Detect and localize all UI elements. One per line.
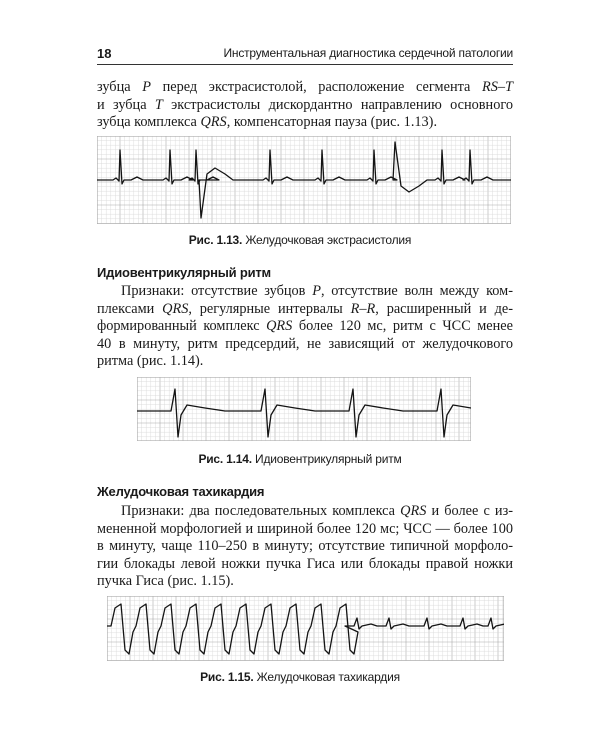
text-run: перед экстрасистолой, расположение сегмента — [150, 79, 482, 95]
text-run: , регулярные интервалы — [188, 300, 351, 317]
text-line — [97, 114, 513, 132]
idioventricular-paragraph — [97, 283, 513, 371]
text-line — [97, 79, 513, 97]
italic-symbol: P — [312, 283, 321, 299]
text-run: формированный комплекс — [97, 318, 267, 335]
vt-paragraph — [97, 503, 513, 591]
text-line — [97, 336, 513, 354]
ecg-figure-1-13 — [97, 136, 511, 224]
running-head — [97, 44, 513, 65]
text-line — [97, 353, 513, 371]
text-line — [97, 573, 513, 591]
text-run: плексами — [97, 300, 163, 317]
caption-label: Рис. 1.14. — [198, 452, 252, 466]
caption-text: Идиовентрикулярный ритм — [255, 452, 402, 466]
text-line — [97, 97, 513, 115]
italic-symbol: T — [154, 96, 163, 113]
italic-symbol: R–R — [350, 300, 376, 317]
ecg-trace — [137, 389, 471, 437]
text-line — [97, 556, 513, 574]
caption-figure-1-15 — [0, 670, 600, 684]
text-line — [97, 538, 513, 556]
text-run: гии блокады левой ножки пучка Гиса или блокады правой ножки — [97, 555, 513, 572]
intro-paragraph — [97, 79, 513, 132]
text-run: , компенсаторная пауза (рис. 1.13). — [226, 114, 438, 131]
italic-symbol: P — [142, 79, 151, 95]
caption-label: Рис. 1.13. — [188, 233, 243, 247]
text-run: и более с из- — [426, 503, 513, 519]
text-run: , отсутствие волн между ком- — [320, 283, 513, 299]
text-line — [97, 301, 513, 319]
running-title: Инструментальная диагностика сердечной патологии — [223, 46, 513, 60]
caption-text: Желудочковая экстрасистолия — [245, 233, 412, 247]
text-run: Признаки: два последовательных комплекса — [121, 503, 401, 519]
text-run: Признаки: отсутствие зубцов — [121, 283, 313, 299]
text-run: пучка Гиса (рис. 1.15). — [97, 573, 234, 590]
caption-figure-1-13 — [0, 233, 600, 247]
italic-symbol: QRS — [266, 318, 293, 335]
italic-symbol: RS–T — [482, 79, 513, 95]
text-run: в минуту, чаще 110–250 в минуту; отсутствие типичной морфоло- — [97, 538, 513, 555]
text-run: , расширенный и де- — [375, 300, 513, 317]
text-run: экстрасистолы дискордантно направлению основного — [162, 96, 513, 113]
text-run: зубца комплекса — [97, 114, 201, 131]
ecg-figure-1-14 — [137, 377, 471, 441]
ecg-figure-1-15 — [107, 596, 504, 661]
section-heading-idioventricular: Идиовентрикулярный ритм — [97, 265, 271, 280]
text-line — [97, 521, 513, 539]
italic-symbol: QRS — [162, 300, 189, 317]
text-line — [97, 283, 513, 301]
italic-symbol: QRS — [200, 114, 227, 131]
ecg-grid — [107, 596, 504, 661]
italic-symbol: QRS — [400, 503, 427, 519]
text-run: ритма (рис. 1.14). — [97, 353, 204, 370]
text-run: 40 в минуту, ритм предсердий, не зависящий от желудочкового — [97, 335, 513, 352]
text-run: мененной морфологией и шириной более 120 мс; ЧСС — более 100 — [97, 520, 513, 537]
text-run: зубца — [97, 79, 143, 95]
caption-label: Рис. 1.15. — [200, 670, 254, 684]
text-line — [97, 318, 513, 336]
caption-figure-1-14 — [0, 452, 600, 466]
text-line — [97, 503, 513, 521]
section-heading-vt: Желудочковая тахикардия — [97, 484, 265, 499]
page-number: 18 — [97, 46, 112, 61]
text-run: и зубца — [97, 96, 155, 113]
text-run: более 120 мс, ритм с ЧСС менее — [292, 318, 513, 335]
caption-text: Желудочковая тахикардия — [256, 670, 400, 684]
